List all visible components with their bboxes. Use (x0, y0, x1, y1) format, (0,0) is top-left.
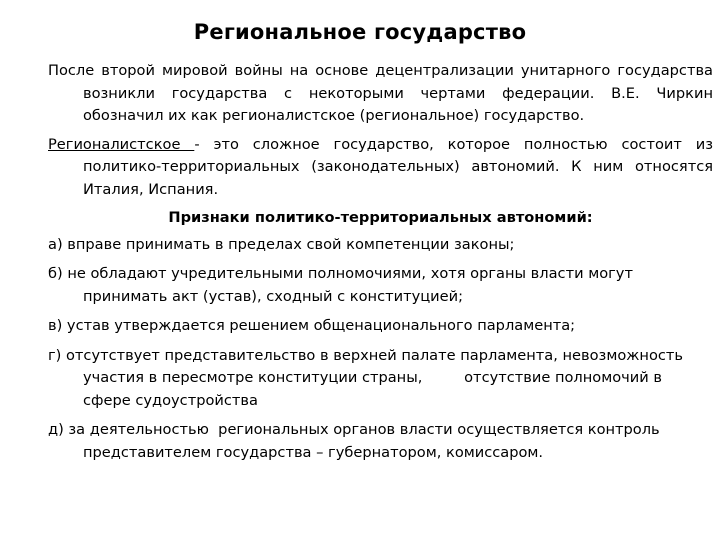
slide-title: Региональное государство (193, 20, 527, 44)
list-item-a: а) вправе принимать в пределах свой компетенции законы; (48, 235, 515, 253)
list-item-b: б) не обладают учредительными полномочиями, хотя органы власти могут принимать акт (устав), сходный с конституцией; (48, 265, 633, 305)
list-item-e: д) за деятельностью региональных органов власти осуществляется контроль представителем государства – губернатором, комиссаром. (48, 421, 665, 461)
list-item-d: г) отсутствует представительство в верхней палате парламента, невозможность участия в пересмотре конституции страны, отсутствие полномочий в сфере судоустройства (48, 346, 688, 409)
intro-text: После второй мировой войны на основе децентрализации унитарного государства возникли государства с некоторыми чертами федерации. (48, 62, 713, 102)
definition-text: - это сложное государство, которое полностью состоит из политико-территориальных (законодательных) автономий. К ним относятся Италия, Испания. (83, 135, 713, 198)
slide-body (48, 60, 713, 471)
intro-paragraph (48, 60, 713, 128)
intro-author-text: В.Е. Чиркин обозначил их как регионалистское (региональное) государство. (83, 84, 713, 124)
definition-term: Регионалистское (48, 135, 195, 153)
definition-paragraph (48, 134, 713, 202)
list-item-c: в) устав утверждается решением общенационального парламента; (48, 317, 576, 334)
section-subtitle: Признаки политико-территориальных автономий: (168, 209, 593, 226)
